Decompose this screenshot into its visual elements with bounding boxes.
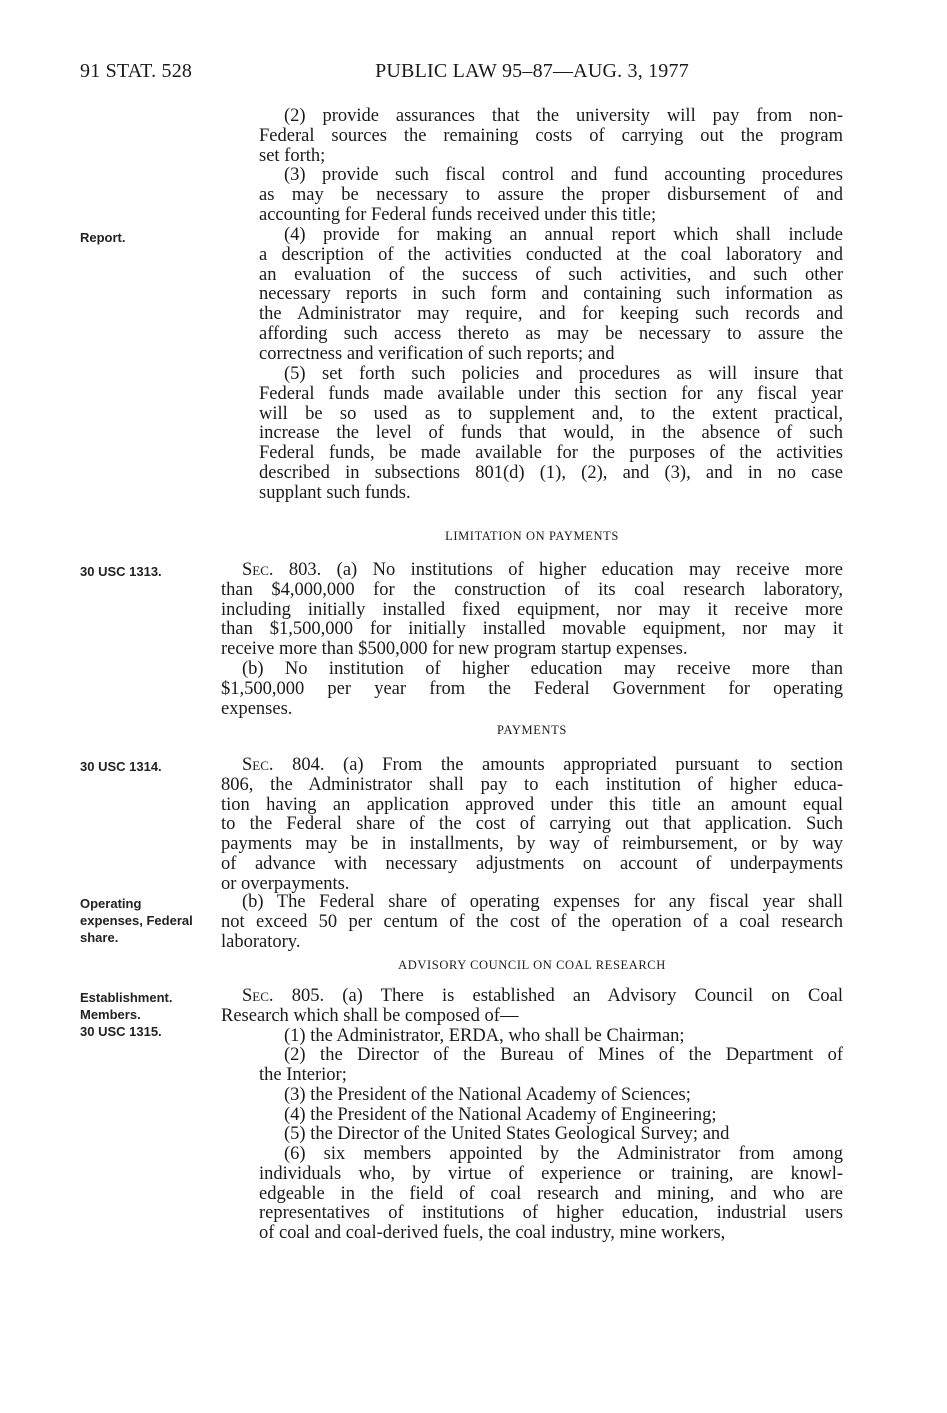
paragraph-sec-805 <box>221 987 843 1244</box>
text-line: affording such access thereto as may be necessary to assure the <box>259 324 843 344</box>
text-line: including initially installed fixed equipment, nor may it receive more <box>221 600 843 620</box>
text-line: edgeable in the field of coal research and mining, and who are <box>259 1184 843 1204</box>
text-line: the Interior; <box>259 1065 347 1085</box>
margin-note-usc-1314: 30 USC 1314. <box>80 759 162 774</box>
text-line: of advance with necessary adjustments on account of underpayments <box>221 854 843 874</box>
heading-payments: PAYMENTS <box>497 723 567 737</box>
text-line: will be so used as to supplement and, to the extent practical, <box>259 404 843 424</box>
text-line: increase the level of funds that would, in the absence of such <box>259 424 843 444</box>
paragraph-item-4 <box>221 226 843 364</box>
margin-note-line: expenses, Federal <box>80 913 193 928</box>
margin-note-establishment <box>80 989 172 1040</box>
text-line: (3) the President of the National Academy of Sciences; <box>284 1084 691 1105</box>
margin-note-line: 30 USC 1315. <box>80 1024 162 1039</box>
text-line: the Administrator may require, and for keeping such records and <box>259 305 843 324</box>
margin-note-report: Report. <box>80 230 126 245</box>
text-line: (3) provide such fiscal control and fund accounting procedures <box>284 166 843 185</box>
text-line: (2) the Director of the Bureau of Mines of the Department of <box>284 1046 843 1066</box>
paragraph-item-5 <box>221 365 843 503</box>
section-label: Sec. <box>242 756 274 775</box>
paragraph-item-3 <box>221 166 843 225</box>
text-line: (5) set forth such policies and procedures as will insure that <box>284 365 843 384</box>
margin-note-operating-expenses <box>80 895 193 946</box>
text-line: Federal sources the remaining costs of carrying out the program <box>259 126 843 146</box>
text-line: (4) provide for making an annual report which shall include <box>284 226 843 245</box>
page-header-title: PUBLIC LAW 95–87—AUG. 3, 1977 <box>375 60 689 82</box>
text-line: accounting for Federal funds received under this title; <box>259 204 657 225</box>
text-line: set forth; <box>259 145 326 166</box>
text-line: (6) six members appointed by the Administrator from among <box>284 1145 843 1164</box>
text-line: a description of the activities conducted at the coal laboratory and <box>259 245 843 265</box>
section-label: Sec. <box>242 987 274 1006</box>
paragraph-sec-804-b <box>221 893 843 952</box>
margin-note-line: Operating <box>80 896 142 911</box>
text-line: (b) No institution of higher education may receive more than <box>242 660 843 679</box>
margin-note-line: Establishment. <box>80 990 173 1005</box>
text-line: expenses. <box>221 698 293 719</box>
text-line: (2) provide assurances that the university will pay from non- <box>284 107 843 126</box>
text-line: correctness and verification of such reports; and <box>259 343 615 364</box>
text-line: necessary reports in such form and containing such information as <box>259 285 843 305</box>
text-line: than $4,000,000 for the construction of its coal research laboratory, <box>221 580 843 600</box>
text-line: Sec. 804. (a) From the amounts appropriated pursuant to section <box>242 756 843 775</box>
margin-note-usc-1313: 30 USC 1313. <box>80 564 162 579</box>
text-line: 806, the Administrator shall pay to each institution of higher educa- <box>221 775 843 795</box>
text-line: Federal funds made available under this section for any fiscal year <box>259 384 843 404</box>
text-line: supplant such funds. <box>259 482 411 503</box>
text-line: as may be necessary to assure the proper disbursement of and <box>259 185 843 205</box>
margin-note-line: Members. <box>80 1007 141 1022</box>
text-line: than $1,500,000 for initially installed movable equipment, nor may it <box>221 620 843 640</box>
paragraph-sec-803-a <box>221 561 843 660</box>
text-line: to the Federal share of the cost of carrying out that application. Such <box>221 815 843 835</box>
text-line: Sec. 805. (a) There is established an Advisory Council on Coal <box>242 987 843 1006</box>
heading-limitation-on-payments: LIMITATION ON PAYMENTS <box>445 529 619 543</box>
margin-note-line: share. <box>80 930 119 945</box>
text-line: representatives of institutions of higher education, industrial users <box>259 1204 843 1224</box>
page-number: 91 STAT. 528 <box>80 60 193 82</box>
text-line: laboratory. <box>221 931 301 952</box>
text-line: tion having an application approved under this title an amount equal <box>221 795 843 815</box>
text-line: $1,500,000 per year from the Federal Government for operating <box>221 679 843 699</box>
text-line: (1) the Administrator, ERDA, who shall be Chairman; <box>284 1025 685 1046</box>
text-line: payments may be in installments, by way of reimbursement, or by way <box>221 835 843 854</box>
text-line: (4) the President of the National Academy of Engineering; <box>284 1104 717 1125</box>
text-line: Research which shall be composed of— <box>221 1005 519 1026</box>
text-line: of coal and coal-derived fuels, the coal industry, mine workers, <box>259 1223 726 1243</box>
paragraph-item-2 <box>221 107 843 166</box>
text-line: individuals who, by virtue of experience or training, are knowl- <box>259 1164 843 1184</box>
paragraph-sec-803-b <box>221 660 843 719</box>
text-line: Sec. 803. (a) No institutions of higher education may receive more <box>242 561 843 580</box>
text-line: receive more than $500,000 for new program startup expenses. <box>221 639 688 659</box>
heading-advisory-council: ADVISORY COUNCIL ON COAL RESEARCH <box>398 958 666 972</box>
text-line: or overpayments. <box>221 873 350 894</box>
text-line: not exceed 50 per centum of the cost of the operation of a coal research <box>221 912 843 932</box>
text-line: (b) The Federal share of operating expenses for any fiscal year shall <box>242 893 843 912</box>
text-line: (5) the Director of the United States Geological Survey; and <box>284 1124 730 1145</box>
paragraph-sec-804-a <box>221 756 843 894</box>
text-line: Federal funds, be made available for the purposes of the activities <box>259 444 843 463</box>
section-label: Sec. <box>242 561 274 580</box>
text-line: an evaluation of the success of such activities, and such other <box>259 265 843 285</box>
text-line: described in subsections 801(d) (1), (2), and (3), and in no case <box>259 463 843 483</box>
